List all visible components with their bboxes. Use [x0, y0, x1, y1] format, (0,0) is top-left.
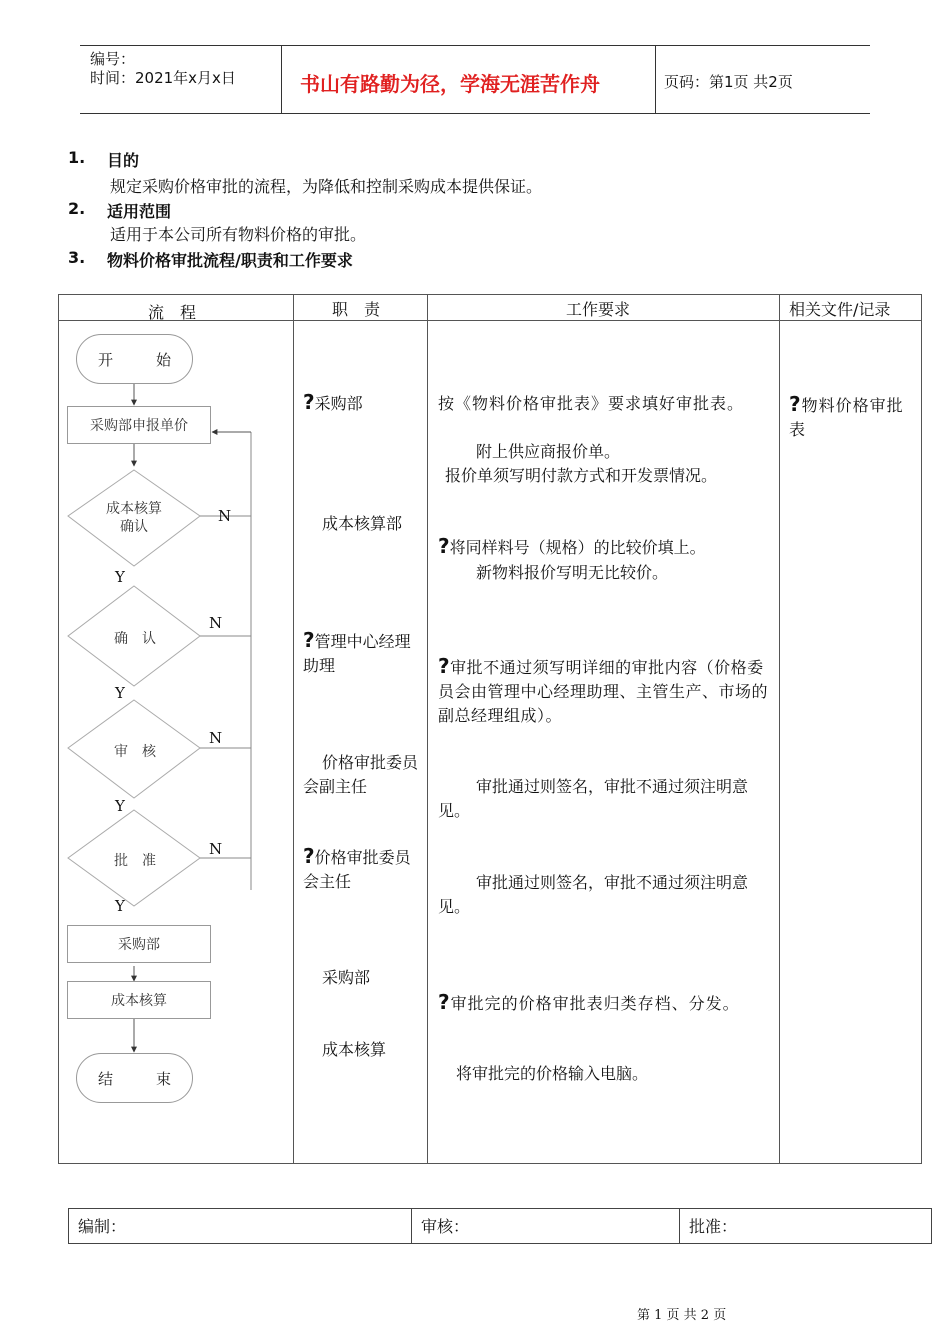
section-3-num: 3.: [68, 248, 86, 267]
duty-3-mark: ?: [303, 628, 315, 652]
duty-1-text: 采购部: [314, 394, 363, 413]
req-3-mark: ?: [438, 654, 451, 678]
table-col-border-4: [921, 294, 922, 1164]
signoff-approved: 批准：: [689, 1217, 738, 1236]
table-bottom-border: [58, 1163, 922, 1164]
header-page-label: 页码：第1页 共2页: [664, 73, 793, 91]
flow-step-purchasing: 采购部: [67, 925, 211, 963]
flowchart-diagram: [58, 320, 293, 1163]
signoff-col-1: [411, 1208, 412, 1244]
section-2-body: 适用于本公司所有物料价格的审批。: [110, 225, 367, 244]
table-header-flow: 流 程: [148, 303, 197, 322]
record-1-text: 物料价格审批表: [789, 396, 904, 439]
req-4: [438, 775, 774, 823]
req-1-line-3: 报价单须写明付款方式和开发票情况。: [445, 466, 718, 485]
no-label-2: N: [209, 614, 223, 632]
signoff-col-3: [931, 1208, 932, 1244]
req-5: [438, 871, 774, 919]
req-7: 将审批完的价格输入电脑。: [456, 1064, 649, 1083]
signoff-reviewed: 审核：: [421, 1217, 470, 1236]
flow-step-cost-accounting: 成本核算: [67, 981, 211, 1019]
duty-5-mark: ?: [303, 844, 315, 868]
duty-7: 成本核算: [322, 1040, 387, 1059]
header-slogan: 书山有路勤为径，学海无涯苦作舟: [300, 72, 600, 96]
req-3-text: 审批不通过须写明详细的审批内容（价格委员会由管理中心经理助理、主管生产、市场的副总经理组成）。: [438, 658, 769, 725]
table-header-requirements: 工作要求: [566, 300, 631, 319]
duty-1-mark: ?: [303, 390, 315, 414]
table-header-records: 相关文件/记录: [789, 300, 891, 319]
req-2-text: 将同样料号（规格）的比较价填上。: [449, 538, 706, 557]
signoff-bottom: [68, 1243, 932, 1244]
signoff-col-0: [68, 1208, 69, 1244]
req-6: [438, 990, 774, 1016]
req-2-line-1: [438, 534, 774, 560]
section-2-num: 2.: [68, 199, 86, 218]
req-2-line-2: 新物料报价写明无比较价。: [476, 563, 669, 582]
flow-decision-3-label: 审 核: [114, 744, 156, 760]
header-top-rule: [80, 45, 870, 46]
section-1-body: 规定采购价格审批的流程，为降低和控制采购成本提供保证。: [110, 177, 543, 196]
req-5-text: 审批通过则签名，审批不通过须注明意见。: [438, 873, 749, 916]
duty-2: 成本核算部: [322, 514, 403, 533]
yes-label-3: Y: [115, 797, 125, 815]
doc-number-label: 编号：: [90, 50, 136, 68]
req-6-mark: ?: [438, 990, 451, 1014]
duty-5: [303, 844, 423, 894]
req-3: [438, 654, 774, 728]
no-label-3: N: [209, 729, 223, 747]
table-col-border-3: [779, 294, 780, 1164]
header-bottom-rule: [80, 113, 870, 114]
yes-label-4: Y: [115, 897, 125, 915]
duty-3: [303, 628, 423, 678]
duty-4-text: 价格审批委员会副主任: [303, 753, 419, 796]
req-1-line-1: 按《物料价格审批表》要求填好审批表。: [438, 394, 745, 413]
flow-decision-2-label: 确 认: [114, 631, 156, 647]
no-label-1: N: [218, 507, 232, 525]
duty-6: 采购部: [322, 968, 371, 987]
req-6-text: 审批完的价格审批表归类存档、分发。: [450, 994, 740, 1013]
signoff-top: [68, 1208, 932, 1209]
no-label-4: N: [209, 840, 223, 858]
flow-decision-4-label: 批 准: [114, 853, 156, 869]
section-2-title: 适用范围: [107, 202, 172, 221]
flow-end: 结 束: [76, 1053, 193, 1103]
table-col-border-2: [427, 294, 428, 1164]
signoff-col-2: [679, 1208, 680, 1244]
yes-label-1: Y: [115, 568, 125, 586]
decision-1-text: 成本核算确认: [106, 501, 162, 535]
duty-3-text: 管理中心经理助理: [303, 632, 411, 675]
duty-1: [303, 390, 423, 416]
doc-time-label: 时间：2021年x月x日: [90, 69, 236, 87]
signoff-prepared: 编制：: [78, 1217, 127, 1236]
section-1-num: 1.: [68, 148, 86, 167]
record-1-mark: ?: [789, 392, 802, 416]
header-divider-1: [281, 45, 282, 113]
flow-decision-1-label: [100, 500, 168, 536]
table-top-border: [58, 294, 922, 295]
page-footer: 第 1 页 共 2 页: [637, 1308, 727, 1323]
req-1-line-2: 附上供应商报价单。: [476, 442, 621, 461]
header-divider-2: [655, 45, 656, 113]
table-col-border-1: [293, 294, 294, 1164]
duty-5-text: 价格审批委员会主任: [303, 848, 411, 891]
yes-label-2: Y: [115, 684, 125, 702]
duty-4: [303, 751, 425, 799]
flow-start: 开 始: [76, 334, 193, 384]
section-3-title: 物料价格审批流程/职责和工作要求: [107, 251, 353, 270]
section-1-title: 目的: [107, 151, 140, 170]
table-header-duty: 职 责: [332, 300, 381, 319]
record-1: [789, 392, 917, 442]
req-4-text: 审批通过则签名，审批不通过须注明意见。: [438, 777, 749, 820]
req-2-mark: ?: [438, 534, 450, 558]
flow-step-apply-price: 采购部申报单价: [67, 406, 211, 444]
